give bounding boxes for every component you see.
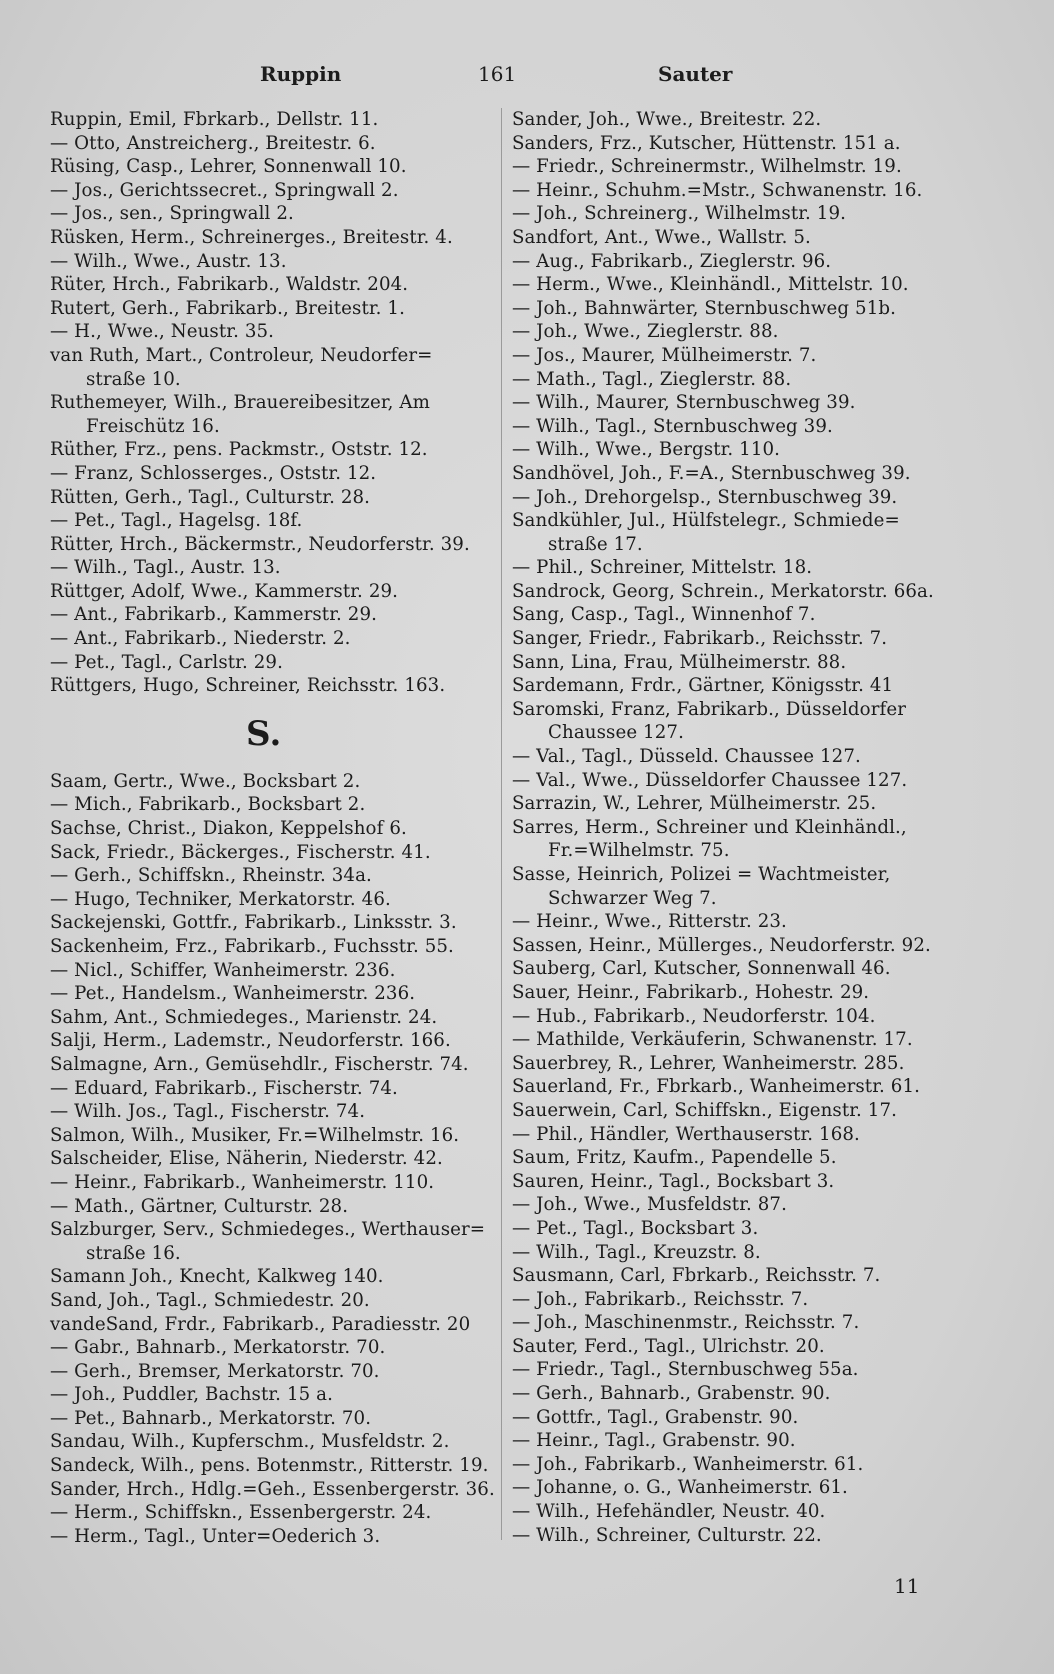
directory-entry: Sandkühler, Jul., Hülfstelegr., Schmiede= [512, 510, 900, 532]
directory-entry: — Pet., Tagl., Carlstr. 29. [50, 651, 283, 673]
header-right-keyword: Sauter [658, 62, 733, 86]
directory-entry: — Jos., Gerichtssecret., Springwall 2. [50, 179, 399, 201]
directory-entry: — Joh., Wwe., Musfeldstr. 87. [512, 1194, 787, 1216]
directory-entry: — Pet., Tagl., Bocksbart 3. [512, 1217, 759, 1239]
directory-entry: — Wilh., Tagl., Austr. 13. [50, 557, 281, 579]
directory-entry: — Math., Tagl., Zieglerstr. 88. [512, 368, 792, 390]
directory-entry: — Ant., Fabrikarb., Kammerstr. 29. [50, 604, 377, 626]
directory-entry: — Pet., Tagl., Hagelsg. 18f. [50, 510, 303, 532]
directory-entry: — H., Wwe., Neustr. 35. [50, 321, 275, 343]
directory-entry: Rütter, Hrch., Bäckermstr., Neudorferstr. 39. [50, 533, 470, 555]
directory-entry: — Math., Gärtner, Culturstr. 28. [50, 1195, 349, 1217]
directory-entry: — Heinr., Wwe., Ritterstr. 23. [512, 911, 787, 933]
page-number: 161 [478, 62, 517, 86]
directory-entry: Sandfort, Ant., Wwe., Wallstr. 5. [512, 226, 811, 248]
directory-entry: — Mich., Fabrikarb., Bocksbart 2. [50, 794, 366, 816]
directory-entry: Saromski, Franz, Fabrikarb., Düsseldorfer [512, 698, 906, 720]
left-column [50, 108, 495, 1548]
directory-entry: — Hub., Fabrikarb., Neudorferstr. 104. [512, 1005, 876, 1027]
directory-entry: Sardemann, Frdr., Gärtner, Königsstr. 41 [512, 675, 894, 697]
directory-entry: Sahm, Ant., Schmiedeges., Marienstr. 24. [50, 1006, 438, 1028]
entry-continuation-line: straße 17. [548, 533, 643, 555]
directory-entry: Sachse, Christ., Diakon, Keppelshof 6. [50, 818, 407, 840]
directory-entry: — Otto, Anstreicherg., Breitestr. 6. [50, 132, 376, 154]
directory-entry: — Gerh., Schiffskn., Rheinstr. 34a. [50, 865, 372, 887]
directory-entry: Saam, Gertr., Wwe., Bocksbart 2. [50, 770, 361, 792]
directory-entry: — Joh., Fabrikarb., Wanheimerstr. 61. [512, 1453, 864, 1475]
directory-entry: — Franz, Schlosserges., Oststr. 12. [50, 462, 377, 484]
section-letter-heading: S. [246, 713, 282, 754]
directory-entry: Sandrock, Georg, Schrein., Merkatorstr. 66a. [512, 580, 934, 602]
directory-entry: — Nicl., Schiffer, Wanheimerstr. 236. [50, 959, 396, 981]
directory-entry: Saum, Fritz, Kaufm., Papendelle 5. [512, 1147, 837, 1169]
directory-entry: — Val., Tagl., Düsseld. Chaussee 127. [512, 746, 861, 768]
entry-continuation-line: Freischütz 16. [86, 415, 220, 437]
directory-entry: Rüttgers, Hugo, Schreiner, Reichsstr. 163. [50, 675, 446, 697]
directory-entry: Sasse, Heinrich, Polizei = Wachtmeister, [512, 864, 891, 885]
directory-entry: — Gottfr., Tagl., Grabenstr. 90. [512, 1406, 799, 1428]
directory-entry: vandeSand, Frdr., Fabrikarb., Paradiesstr. 20 [50, 1313, 471, 1335]
directory-entry: — Wilh., Hefehändler, Neustr. 40. [512, 1501, 826, 1523]
directory-entry: — Friedr., Tagl., Sternbuschweg 55a. [512, 1359, 859, 1381]
directory-entry: — Ant., Fabrikarb., Niederstr. 2. [50, 628, 351, 650]
directory-entry: Salmagne, Arn., Gemüsehdlr., Fischerstr. 74. [50, 1053, 469, 1075]
directory-entry: — Phil., Schreiner, Mittelstr. 18. [512, 557, 813, 579]
directory-entry: Salzburger, Serv., Schmiedeges., Werthauser= [50, 1219, 486, 1241]
directory-entry: — Pet., Handelsm., Wanheimerstr. 236. [50, 983, 416, 1005]
directory-entry: — Eduard, Fabrikarb., Fischerstr. 74. [50, 1077, 398, 1099]
directory-entry: — Herm., Wwe., Kleinhändl., Mittelstr. 10. [512, 274, 909, 296]
directory-entry: Sanders, Frz., Kutscher, Hüttenstr. 151 a. [512, 132, 901, 154]
directory-entry: Sanger, Friedr., Fabrikarb., Reichsstr. 7. [512, 628, 888, 650]
directory-entry: — Wilh., Maurer, Sternbuschweg 39. [512, 392, 856, 414]
directory-entry: van Ruth, Mart., Controleur, Neudorfer= [50, 344, 433, 366]
directory-entry: — Wilh. Jos., Tagl., Fischerstr. 74. [50, 1101, 366, 1123]
directory-entry: Ruppin, Emil, Fbrkarb., Dellstr. 11. [50, 109, 379, 130]
directory-entry: Sarres, Herm., Schreiner und Kleinhändl., [512, 816, 907, 838]
directory-entry: — Mathilde, Verkäuferin, Schwanenstr. 17. [512, 1029, 913, 1051]
directory-entry: — Joh., Puddler, Bachstr. 15 a. [50, 1384, 333, 1406]
directory-entry: — Joh., Wwe., Zieglerstr. 88. [512, 321, 779, 343]
directory-entry: Sackenheim, Frz., Fabrikarb., Fuchsstr. 55. [50, 936, 454, 957]
column-divider [501, 108, 502, 1540]
directory-entry: Sauerland, Fr., Fbrkarb., Wanheimerstr. 61. [512, 1076, 920, 1098]
directory-entry: Sauter, Ferd., Tagl., Ulrichstr. 20. [512, 1335, 825, 1357]
directory-entry: — Heinr., Tagl., Grabenstr. 90. [512, 1430, 796, 1452]
directory-entry: — Johanne, o. G., Wanheimerstr. 61. [512, 1477, 848, 1499]
entry-continuation-line: straße 10. [86, 368, 181, 390]
entry-continuation-line: straße 16. [86, 1242, 181, 1264]
directory-entry: — Joh., Schreinerg., Wilhelmstr. 19. [512, 203, 847, 225]
directory-entry: — Wilh., Wwe., Bergstr. 110. [512, 439, 781, 461]
directory-entry: — Wilh., Tagl., Kreuzstr. 8. [512, 1241, 761, 1263]
header-left-keyword: Ruppin [260, 62, 342, 86]
directory-entry: — Hugo, Techniker, Merkatorstr. 46. [50, 888, 391, 910]
directory-entry: Rüttger, Adolf, Wwe., Kammerstr. 29. [50, 580, 399, 602]
directory-entry: Samann Joh., Knecht, Kalkweg 140. [50, 1266, 384, 1288]
directory-entry: Rutert, Gerh., Fabrikarb., Breitestr. 1. [50, 297, 405, 319]
directory-entry: — Wilh., Schreiner, Culturstr. 22. [512, 1524, 822, 1546]
directory-entry: Rütten, Gerh., Tagl., Culturstr. 28. [50, 486, 371, 508]
right-column [512, 108, 942, 1547]
directory-entry: Rüsken, Herm., Schreinerges., Breitestr. 4. [50, 226, 453, 248]
directory-entry: Sarrazin, W., Lehrer, Mülheimerstr. 25. [512, 793, 877, 815]
directory-entry: — Jos., sen., Springwall 2. [50, 203, 294, 225]
directory-entry: Sack, Friedr., Bäckerges., Fischerstr. 41. [50, 841, 431, 863]
directory-entry: — Gerh., Bahnarb., Grabenstr. 90. [512, 1383, 831, 1405]
directory-entry: Sassen, Heinr., Müllerges., Neudorferstr. 92. [512, 934, 931, 956]
directory-entry: — Pet., Bahnarb., Merkatorstr. 70. [50, 1407, 372, 1429]
directory-entry: — Heinr., Fabrikarb., Wanheimerstr. 110. [50, 1171, 435, 1193]
directory-entry: — Joh., Drehorgelsp., Sternbuschweg 39. [512, 486, 898, 508]
directory-entry: — Herm., Tagl., Unter=Oederich 3. [50, 1525, 381, 1547]
directory-entry: — Jos., Maurer, Mülheimerstr. 7. [512, 344, 817, 366]
directory-entry: — Herm., Schiffskn., Essenbergerstr. 24. [50, 1502, 432, 1524]
directory-entry: Sauerbrey, R., Lehrer, Wanheimerstr. 285. [512, 1052, 905, 1074]
directory-entry: Sauer, Heinr., Fabrikarb., Hohestr. 29. [512, 981, 870, 1003]
entry-continuation-line: Schwarzer Weg 7. [548, 887, 717, 909]
directory-entry: — Aug., Fabrikarb., Zieglerstr. 96. [512, 250, 832, 272]
directory-entry: Rüther, Frz., pens. Packmstr., Oststr. 12. [50, 439, 428, 461]
directory-entry: Sann, Lina, Frau, Mülheimerstr. 88. [512, 651, 847, 673]
directory-entry: Sausmann, Carl, Fbrkarb., Reichsstr. 7. [512, 1265, 881, 1287]
directory-entry: Sang, Casp., Tagl., Winnenhof 7. [512, 604, 816, 626]
directory-entry: Sauberg, Carl, Kutscher, Sonnenwall 46. [512, 958, 891, 980]
entry-continuation-line: Chaussee 127. [548, 722, 684, 744]
directory-entry: Sackejenski, Gottfr., Fabrikarb., Linksstr. 3. [50, 912, 457, 934]
directory-entry: Rüsing, Casp., Lehrer, Sonnenwall 10. [50, 156, 407, 178]
directory-entry: Sander, Joh., Wwe., Breitestr. 22. [512, 109, 822, 130]
directory-entry: Salscheider, Elise, Näherin, Niederstr. 42. [50, 1148, 443, 1170]
running-header [0, 62, 1054, 92]
directory-entry: — Joh., Maschinenmstr., Reichsstr. 7. [512, 1312, 860, 1334]
directory-entry: Ruthemeyer, Wilh., Brauereibesitzer, Am [50, 392, 430, 414]
directory-entry: — Gabr., Bahnarb., Merkatorstr. 70. [50, 1337, 386, 1359]
directory-entry: Sand, Joh., Tagl., Schmiedestr. 20. [50, 1289, 370, 1311]
directory-entry: — Friedr., Schreinermstr., Wilhelmstr. 19. [512, 156, 902, 178]
directory-entry: Sauren, Heinr., Tagl., Bocksbart 3. [512, 1170, 835, 1192]
directory-entry: — Val., Wwe., Düsseldorfer Chaussee 127. [512, 769, 908, 791]
directory-entry: — Phil., Händler, Werthauserstr. 168. [512, 1123, 860, 1145]
directory-entry: Sandau, Wilh., Kupferschm., Musfeldstr. 2. [50, 1431, 450, 1453]
directory-entry: Sauerwein, Carl, Schiffskn., Eigenstr. 17. [512, 1099, 898, 1121]
entry-continuation-line: Fr.=Wilhelmstr. 75. [548, 840, 730, 862]
directory-entry: — Gerh., Bremser, Merkatorstr. 70. [50, 1360, 380, 1382]
directory-entry: — Joh., Bahnwärter, Sternbuschweg 51b. [512, 297, 896, 319]
page-signature: 11 [894, 1574, 920, 1598]
directory-entry: — Wilh., Wwe., Austr. 13. [50, 250, 287, 272]
directory-entry: Sandhövel, Joh., F.=A., Sternbuschweg 39. [512, 462, 911, 484]
directory-entry: Rüter, Hrch., Fabrikarb., Waldstr. 204. [50, 274, 409, 296]
directory-entry: Sander, Hrch., Hdlg.=Geh., Essenbergerstr. 36. [50, 1478, 495, 1500]
directory-entry: — Wilh., Tagl., Sternbuschweg 39. [512, 415, 833, 437]
directory-entry: Salji, Herm., Lademstr., Neudorferstr. 166. [50, 1030, 451, 1052]
directory-entry: Salmon, Wilh., Musiker, Fr.=Wilhelmstr. 16. [50, 1124, 460, 1146]
directory-entry: — Heinr., Schuhm.=Mstr., Schwanenstr. 16. [512, 179, 923, 201]
directory-entry: Sandeck, Wilh., pens. Botenmstr., Ritterstr. 19. [50, 1455, 489, 1477]
directory-entry: — Joh., Fabrikarb., Reichsstr. 7. [512, 1288, 809, 1310]
